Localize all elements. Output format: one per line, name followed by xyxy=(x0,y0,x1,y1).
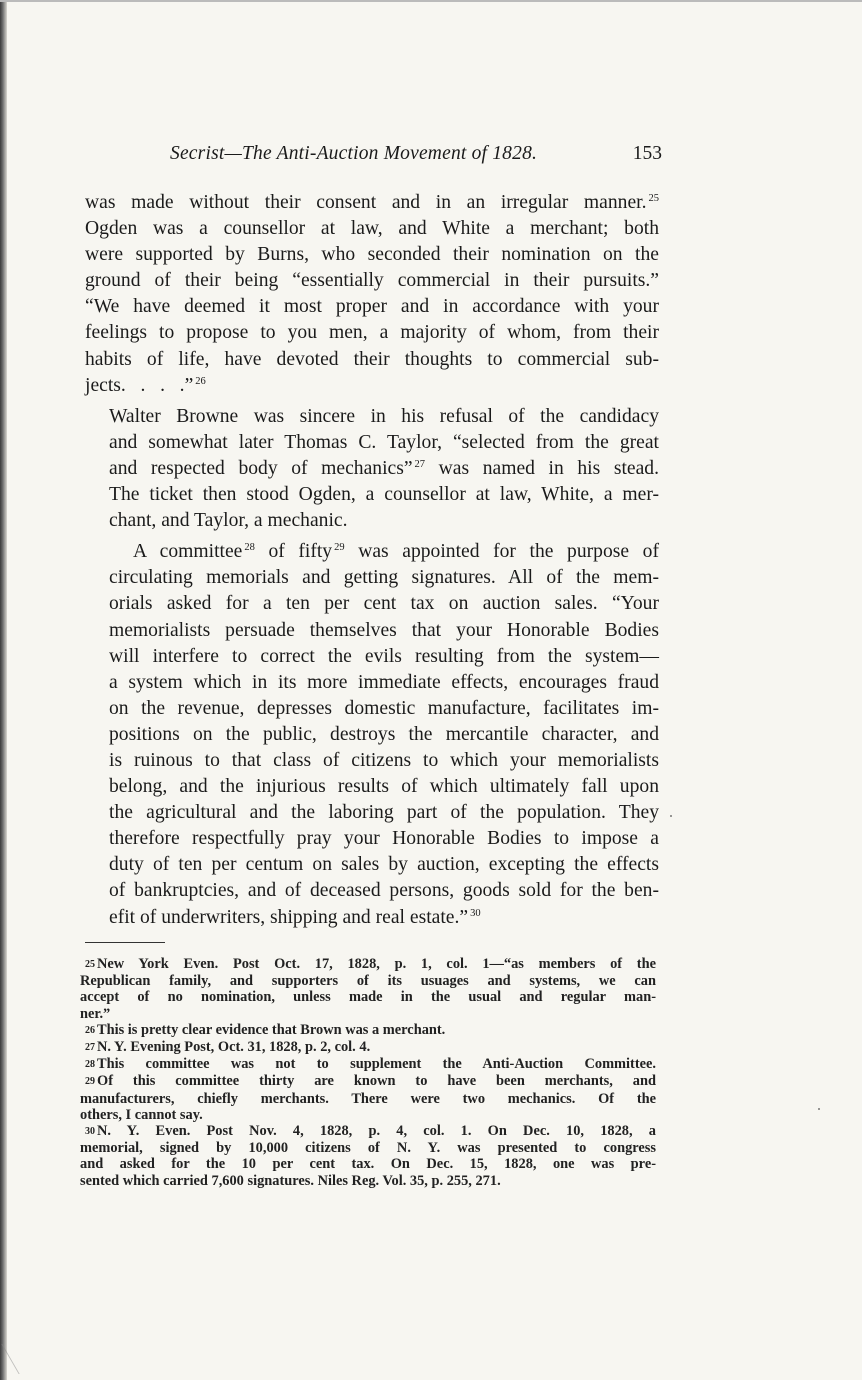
text-line: duty of ten per centum on sales by auction, excepting the effects xyxy=(109,854,659,876)
text-line: is ruinous to that class of citizens to which your memorialists xyxy=(109,749,659,771)
scan-speck xyxy=(818,1108,820,1110)
text-line: and somewhat later Thomas C. Taylor, “selected from the great xyxy=(109,431,659,453)
footnote-line: sented which carried 7,600 signatures. Niles Reg. Vol. 35, p. 255, 271. xyxy=(80,1172,501,1189)
footnote-ref[interactable]: 26 xyxy=(195,375,206,387)
text-line: habits of life, have devoted their thoughts to commercial sub- xyxy=(85,348,659,370)
text-line: feelings to propose to you men, a majority of whom, from their xyxy=(85,322,659,344)
footnote-28 xyxy=(80,1056,656,1073)
page-top-edge xyxy=(0,0,862,2)
text-line: orials asked for a ten per cent tax on auction sales. “Your xyxy=(109,593,659,615)
footnote-line: manufacturers, chiefly merchants. There were two mechanics. Of the xyxy=(80,1090,656,1107)
text-line: will interfere to correct the evils resulting from the system— xyxy=(109,645,659,667)
text-line: a system which in its more immediate effects, encourages fraud xyxy=(109,671,659,693)
text-line: Ogden was a counsellor at law, and White a merchant; both xyxy=(85,218,659,240)
text-line: was made without their consent and in an irregular manner. $^{25}$ xyxy=(85,192,659,213)
footnote-26 xyxy=(80,1022,656,1039)
text-line: the agricultural and the laboring part of the population. They xyxy=(109,802,659,824)
page-binding-edge xyxy=(0,0,7,1380)
footnote-number: 27 xyxy=(85,1042,95,1054)
text-line: were supported by Burns, who seconded their nomination on the xyxy=(85,244,659,266)
footnote-line: 28 This committee was not to supplement the Anti-Auction Committee. xyxy=(85,1056,656,1073)
text-line: jects. . . .” $^{26}$ xyxy=(85,374,206,396)
text-line: of bankruptcies, and of deceased persons, goods sold for the ben- xyxy=(109,880,659,902)
footnote-number: 29 xyxy=(85,1076,95,1088)
footnote-29 xyxy=(80,1073,656,1123)
text-line: and respected body of mechanics” $^{27}$ was named in his stead. xyxy=(109,457,659,479)
footnote-25 xyxy=(80,956,656,1022)
text-line: circulating memorials and getting signatures. All of the mem- xyxy=(109,567,659,589)
footnote-ref[interactable]: 30 xyxy=(470,907,481,919)
footnote-line: 25 New York Even. Post Oct. 17, 1828, p. 1, col. 1—“as members of the xyxy=(85,956,656,972)
footnote-line: others, I cannot say. xyxy=(80,1106,203,1123)
footnote-line: 29 Of this committee thirty are known to have been merchants, and xyxy=(85,1073,656,1090)
scan-speck xyxy=(670,815,672,817)
text-line: chant, and Taylor, a mechanic. xyxy=(109,510,348,532)
footnote-number: 25 xyxy=(85,959,95,970)
footnote-line: memorial, signed by 10,000 citizens of N. Y. was presented to congress xyxy=(80,1140,656,1157)
paragraph-3 xyxy=(85,539,659,930)
body-text xyxy=(85,190,659,936)
paragraph-2 xyxy=(85,404,659,534)
text-line: The ticket then stood Ogden, a counsellor at law, White, a mer- xyxy=(109,484,659,506)
footnote-divider xyxy=(85,942,165,943)
footnote-30 xyxy=(80,1123,656,1189)
paragraph-1 xyxy=(85,190,659,399)
footnotes xyxy=(80,956,656,1189)
running-title: Secrist—The Anti-Auction Movement of 1828. xyxy=(170,143,538,164)
text-line: A committee $^{28}$ of fifty $^{29}$ was appointed for the purpose of xyxy=(133,541,659,563)
text-line: positions on the public, destroys the mercantile character, and xyxy=(109,723,659,745)
text-line: Walter Browne was sincere in his refusal of the candidacy xyxy=(109,405,659,427)
page-corner-mark xyxy=(1,1344,49,1374)
footnote-ref[interactable]: 28 xyxy=(244,542,255,554)
text-line: on the revenue, depresses domestic manufacture, facilitates im- xyxy=(109,697,659,719)
text-line: ground of their being “essentially commercial in their pursuits.” xyxy=(85,270,659,292)
footnote-line: Republican family, and supporters of its usuages and systems, we can xyxy=(80,973,656,990)
footnote-line: 26 This is pretty clear evidence that Brown was a merchant. xyxy=(85,1021,446,1038)
footnote-line: 30 N. Y. Even. Post Nov. 4, 1828, p. 4, col. 1. On Dec. 10, 1828, a xyxy=(85,1123,656,1140)
text-line: “We have deemed it most proper and in accordance with your xyxy=(85,296,659,318)
footnote-number: 28 xyxy=(85,1059,95,1071)
running-header xyxy=(170,143,662,173)
footnote-27 xyxy=(80,1039,656,1056)
footnote-line: 27 N. Y. Evening Post, Oct. 31, 1828, p. 2, col. 4. xyxy=(85,1039,371,1056)
footnote-line: and asked for the 10 per cent tax. On Dec. 15, 1828, one was pre- xyxy=(80,1156,656,1173)
footnote-number: 26 xyxy=(85,1024,95,1036)
page-number: 153 xyxy=(632,143,662,164)
text-line: memorialists persuade themselves that your Honorable Bodies xyxy=(109,619,659,641)
footnote-line: ner.” xyxy=(80,1005,111,1022)
footnote-ref[interactable]: 27 xyxy=(414,458,426,470)
text-line: therefore respectfully pray your Honorable Bodies to impose a xyxy=(109,828,659,850)
text-line: efit of underwriters, shipping and real estate.” $^{30}$ xyxy=(109,906,481,928)
footnote-ref[interactable]: 29 xyxy=(334,542,345,554)
text-line: belong, and the injurious results of which ultimately fall upon xyxy=(109,776,659,798)
footnote-number: 30 xyxy=(85,1126,95,1138)
footnote-line: accept of no nomination, unless made in the usual and regular man- xyxy=(80,989,656,1006)
footnote-ref[interactable]: 25 xyxy=(648,193,659,204)
